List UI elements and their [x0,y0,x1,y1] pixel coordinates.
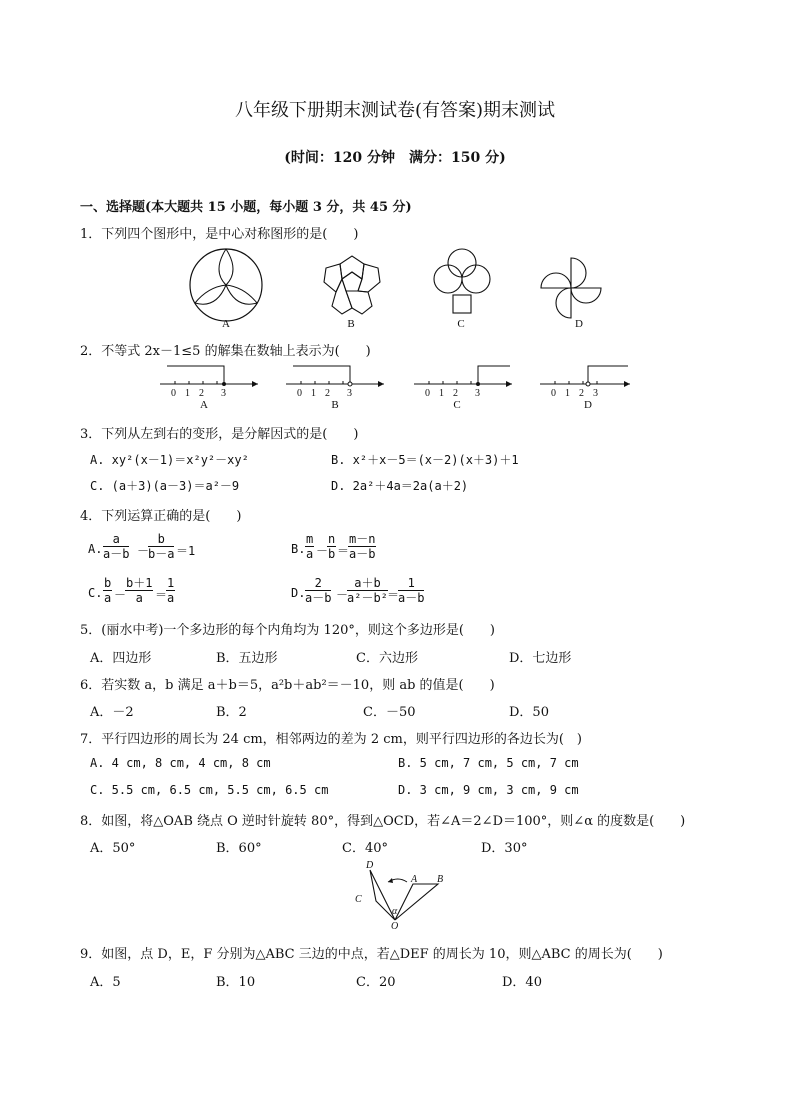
question-2-stem: 2．不等式 2x－1≤5 的解集在数轴上表示为( ) [80,344,371,359]
question-4-stem: 4．下列运算正确的是( ) [80,509,242,524]
q8-option-a: A．50° [90,841,136,856]
q2d-tick-2: 2 [579,388,584,399]
numerator: 1 [398,576,424,591]
q7-option-c: C. 5.5 cm, 6.5 cm, 5.5 cm, 6.5 cm [90,783,329,797]
q2c-tick-1: 1 [439,388,444,399]
q4d-prefix: D. [291,586,306,600]
q2d-tick-1: 1 [565,388,570,399]
q4a-fraction-2 [148,532,174,561]
denominator: b [328,547,336,561]
q8-label-b: B [437,874,444,885]
denominator: a－b [398,591,425,605]
numerator: m [306,532,314,546]
q4d-fraction-3 [398,576,424,605]
q8-option-b: B．60° [216,841,262,856]
q2-numberline-a [158,362,262,390]
q2b-tick-0: 0 [297,388,302,399]
q2d-tick-3: 3 [593,388,598,399]
q2c-tick-2: 2 [453,388,458,399]
q8-label-o: O [391,921,399,932]
numerator: b＋1 [126,576,153,590]
page-title: 八年级下册期末测试卷(有答案)期末测试 [234,100,556,121]
q9-option-b: B．10 [216,975,256,990]
q8-option-c: C．40° [342,841,388,856]
q8-label-d: D [366,860,374,871]
q4c-prefix: C. [88,586,103,600]
q6-option-c: C．－50 [363,705,416,720]
q6-option-b: B．2 [216,705,247,720]
q4d-operator: － [336,588,349,602]
question-7-stem: 7．平行四边形的周长为 24 cm，相邻两边的差为 2 cm，则平行四边形的各边长为( ) [80,732,582,747]
numerator: a＋b [347,576,388,591]
q2d-tick-0: 0 [551,388,556,399]
q4a-fraction-1 [103,532,129,561]
q4b-equals: ＝ [337,544,350,558]
q4d-fraction-2 [347,576,388,605]
q7-option-a: A. 4 cm, 8 cm, 4 cm, 8 cm [90,756,271,770]
q2-numberline-c [412,362,516,390]
q1-figure-d [538,256,604,320]
q4a-operator: － [137,544,150,558]
q8-label-c: C [355,894,362,905]
numerator: 1 [167,576,175,590]
q9-option-c: C．20 [356,975,396,990]
q1-label-d: D [575,318,583,330]
q2-label-b: B [331,399,339,411]
question-6-stem: 6．若实数 a，b 满足 a＋b＝5，a²b＋ab²＝－10，则 ab 的值是( ) [80,678,495,693]
q5-option-a: A．四边形 [90,651,152,666]
q6-option-d: D．50 [509,705,549,720]
denominator: a－b [103,547,130,561]
q4c-equals: ＝ [155,588,168,602]
denominator: a [135,591,143,605]
q1-label-c: C [457,318,465,330]
q4b-fraction-1 [305,532,314,561]
denominator: a－b [349,547,376,561]
q5-option-d: D．七边形 [509,651,572,666]
denominator: a－b [305,591,332,605]
q2a-tick-1: 1 [185,388,190,399]
q7-option-d: D. 3 cm, 9 cm, 3 cm, 9 cm [398,783,579,797]
q6-option-a: A．－2 [90,705,134,720]
q1-label-a: A [222,318,230,330]
question-1-stem: 1．下列四个图形中，是中心对称图形的是( ) [80,227,359,242]
exam-info: (时间：120 分钟 满分：150 分) [284,150,506,166]
q4b-prefix: B. [291,542,306,556]
q2-numberline-d [538,362,634,390]
q4b-fraction-3 [348,532,376,561]
q7-option-b: B. 5 cm, 7 cm, 5 cm, 7 cm [398,756,579,770]
q4b-operator: － [316,544,329,558]
numerator: b [104,576,112,590]
denominator: a [306,547,314,561]
numerator: b [148,532,174,547]
q2c-tick-3: 3 [475,388,480,399]
q2-label-a: A [200,399,208,411]
q4a-result: ＝1 [176,544,196,558]
section-heading: 一、选择题(本大题共 15 小题，每小题 3 分，共 45 分) [80,200,412,215]
q4b-fraction-2 [327,532,336,561]
q4c-fraction-2 [125,576,153,605]
denominator: a [167,591,175,605]
q9-option-a: A．5 [90,975,121,990]
q4a-prefix: A. [88,542,103,556]
denominator: a [104,591,112,605]
q3-option-c: C. (a＋3)(a－3)＝a²－9 [90,479,240,493]
numerator: 2 [305,576,331,591]
q1-label-b: B [347,318,355,330]
question-9-stem: 9．如图，点 D，E，F 分别为△ABC 三边的中点，若△DEF 的周长为 10，则△ABC 的周长为( ) [80,947,663,962]
q2a-tick-0: 0 [171,388,176,399]
q2a-tick-3: 3 [221,388,226,399]
q3-option-b: B. x²＋x－5＝(x－2)(x＋3)＋1 [331,453,519,467]
q1-figure-a [188,247,264,323]
question-3-stem: 3．下列从左到右的变形，是分解因式的是( ) [80,427,359,442]
q5-option-b: B．五边形 [216,651,278,666]
q3-option-d: D. 2a²＋4a＝2a(a＋2) [331,479,469,493]
numerator: a [103,532,129,547]
q2b-tick-1: 1 [311,388,316,399]
q2-label-d: D [584,399,592,411]
q2a-tick-2: 2 [199,388,204,399]
q8-label-alpha: α [392,906,398,917]
q8-option-d: D．30° [481,841,528,856]
question-5-stem: 5．(丽水中考)一个多边形的每个内角均为 120°，则这个多边形是( ) [80,623,496,638]
q2c-tick-0: 0 [425,388,430,399]
numerator: m－n [349,532,376,546]
q4d-equals: ＝ [387,588,400,602]
q5-option-c: C．六边形 [356,651,418,666]
q8-label-a: A [411,874,418,885]
q4d-fraction-1 [305,576,331,605]
q1-figure-b [312,248,392,318]
denominator: b－a [148,547,175,561]
q2b-tick-2: 2 [325,388,330,399]
numerator: n [328,532,336,546]
q4c-operator: － [114,588,127,602]
q2-label-c: C [453,399,461,411]
question-8-stem: 8．如图，将△OAB 绕点 O 逆时针旋转 80°，得到△OCD，若∠A＝2∠D＝100°，则∠α 的度数是( ) [80,814,686,829]
q9-option-d: D．40 [502,975,542,990]
q2b-tick-3: 3 [347,388,352,399]
q2-numberline-b [284,362,388,390]
q4c-fraction-1 [103,576,112,605]
q4c-fraction-3 [166,576,175,605]
q3-option-a: A. xy²(x－1)＝x²y²－xy² [90,453,249,467]
q1-figure-c [430,247,494,317]
denominator: a²－b² [347,591,388,605]
